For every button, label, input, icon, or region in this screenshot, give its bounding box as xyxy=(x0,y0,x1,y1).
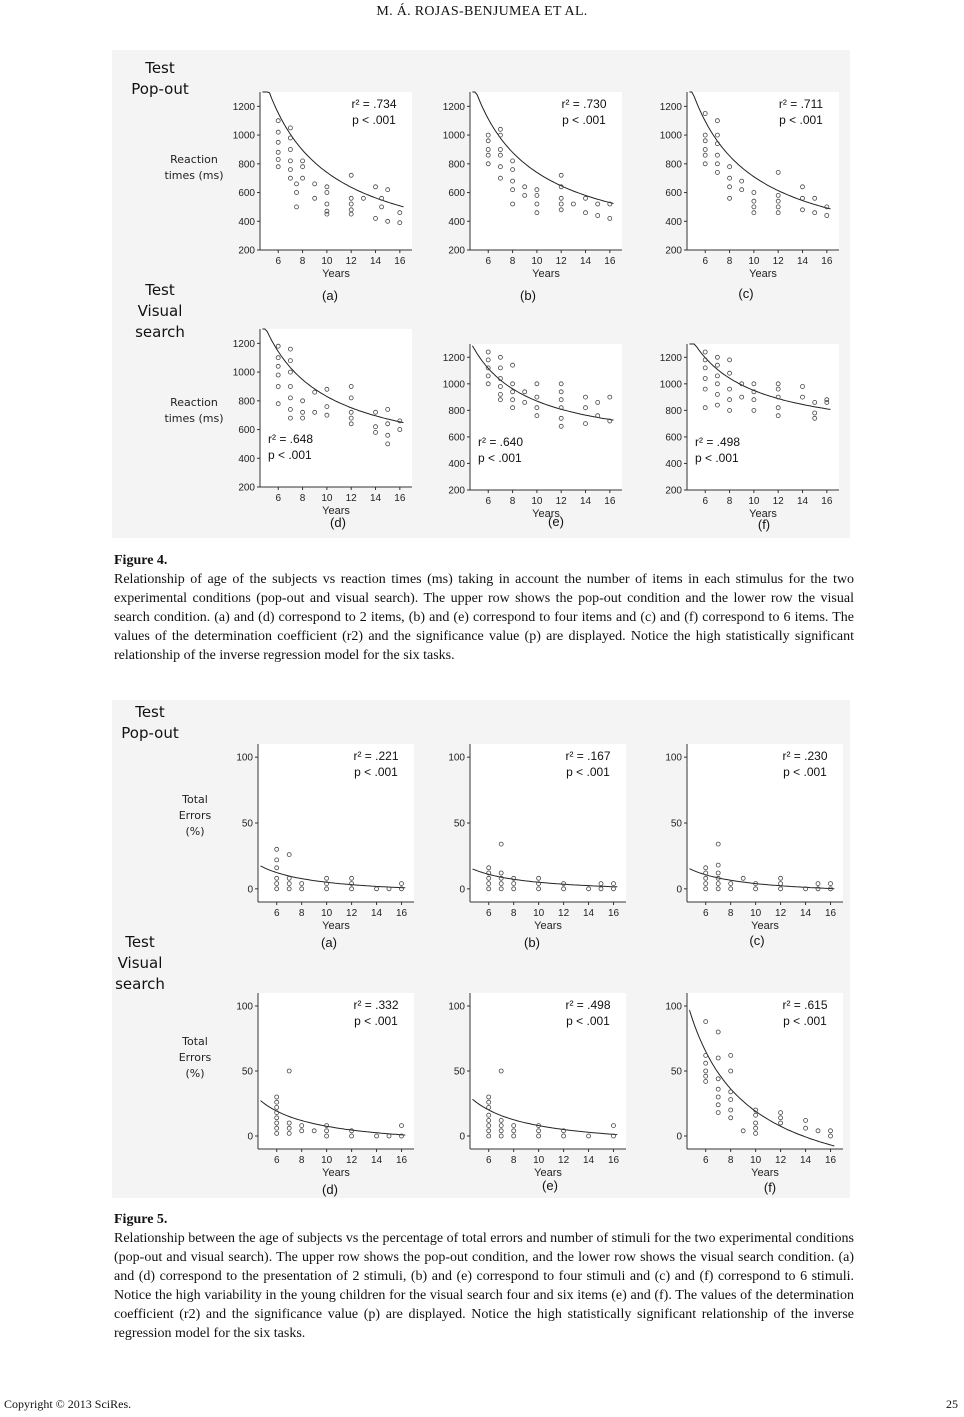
ylabel-line: times (ms) xyxy=(164,412,224,425)
y-tick-label: 600 xyxy=(665,188,682,200)
figure5b-chart xyxy=(438,740,632,932)
x-tick-label: 8 xyxy=(298,1155,305,1166)
x-tick-label: 8 xyxy=(299,256,306,267)
x-tick-label: 14 xyxy=(582,1155,595,1166)
figure4-caption-title: Figure 4. xyxy=(114,553,168,568)
row-title-line: Test xyxy=(125,933,155,951)
y-tick-label: 100 xyxy=(448,752,465,764)
y-tick-label: 1200 xyxy=(442,352,465,364)
x-tick-label: 10 xyxy=(533,908,545,919)
r2-annotation: r² = .167 xyxy=(565,749,611,763)
x-tick-label: 6 xyxy=(485,496,492,507)
figure4-label-a: (a) xyxy=(322,288,338,303)
x-tick-label: 16 xyxy=(604,256,616,267)
x-tick-label: 16 xyxy=(607,1155,620,1166)
x-tick-label: 14 xyxy=(796,256,809,267)
x-tick-label: 16 xyxy=(821,256,833,267)
y-tick-label: 600 xyxy=(238,188,255,200)
ylabel-line: Reaction xyxy=(170,396,218,409)
x-tick-label: 16 xyxy=(824,1155,837,1166)
figure4f-chart xyxy=(655,340,845,520)
ylabel-line: Reaction xyxy=(170,153,218,166)
y-tick-label: 100 xyxy=(665,1001,682,1013)
r2-annotation: r² = .498 xyxy=(695,435,741,449)
y-tick-label: 1200 xyxy=(232,101,255,113)
row-title-line: Pop-out xyxy=(131,80,189,98)
y-tick-label: 50 xyxy=(453,1066,465,1078)
y-tick-label: 1000 xyxy=(659,379,682,391)
y-tick-label: 100 xyxy=(236,752,253,764)
x-tick-label: 14 xyxy=(799,1155,812,1166)
figure5c-chart xyxy=(655,740,849,932)
x-tick-label: 6 xyxy=(485,1155,492,1166)
x-tick-label: 8 xyxy=(510,908,517,919)
x-tick-label: 12 xyxy=(558,908,570,919)
y-tick-label: 800 xyxy=(448,405,465,417)
figure4e-chart xyxy=(438,340,628,520)
y-tick-label: 600 xyxy=(238,425,255,437)
y-tick-label: 50 xyxy=(241,1066,253,1078)
y-tick-label: 800 xyxy=(238,159,255,171)
figure4-label-c: (c) xyxy=(738,286,754,301)
y-tick-label: 400 xyxy=(665,458,682,470)
x-tick-label: 12 xyxy=(772,256,784,267)
p-annotation: p < .001 xyxy=(478,451,522,465)
p-annotation: p < .001 xyxy=(352,113,396,127)
x-tick-label: 12 xyxy=(772,496,784,507)
x-axis-label: Years xyxy=(322,1167,350,1179)
p-annotation: p < .001 xyxy=(354,1014,398,1028)
row-title-line: Test xyxy=(145,281,175,299)
x-tick-label: 12 xyxy=(555,256,567,267)
x-tick-label: 10 xyxy=(750,1155,762,1166)
x-tick-label: 10 xyxy=(531,496,543,507)
x-tick-label: 6 xyxy=(485,256,492,267)
figure4-label-f: (f) xyxy=(757,517,771,532)
x-tick-label: 12 xyxy=(345,256,357,267)
x-tick-label: 10 xyxy=(748,496,760,507)
y-tick-label: 1200 xyxy=(442,101,465,113)
y-tick-label: 50 xyxy=(241,818,253,830)
x-axis-label: Years xyxy=(532,508,560,520)
x-tick-label: 16 xyxy=(394,493,406,504)
r2-annotation: r² = .730 xyxy=(561,97,607,111)
x-axis-label: Years xyxy=(534,1167,562,1179)
y-tick-label: 100 xyxy=(665,752,682,764)
x-tick-label: 14 xyxy=(370,1155,383,1166)
y-tick-label: 1000 xyxy=(232,367,255,379)
y-tick-label: 800 xyxy=(665,405,682,417)
figure5-label-e: (e) xyxy=(542,1178,558,1193)
x-tick-label: 10 xyxy=(748,256,760,267)
y-tick-label: 400 xyxy=(665,216,682,228)
p-annotation: p < .001 xyxy=(562,113,606,127)
figure5f-chart xyxy=(655,989,849,1179)
figure5a-chart xyxy=(226,740,420,932)
ylabel-line: Total xyxy=(182,1035,208,1048)
x-axis-label: Years xyxy=(751,920,779,932)
x-tick-label: 14 xyxy=(369,256,382,267)
figure4a-chart xyxy=(228,88,418,280)
figure5d-chart xyxy=(226,989,420,1179)
p-annotation: p < .001 xyxy=(566,1014,610,1028)
figure4-ylabel-top xyxy=(150,152,238,184)
row-title-line: Pop-out xyxy=(121,724,179,742)
y-tick-label: 200 xyxy=(238,482,255,494)
figure4-ylabel-bottom xyxy=(150,395,238,427)
x-tick-label: 14 xyxy=(370,908,383,919)
y-tick-label: 50 xyxy=(670,1066,682,1078)
x-tick-label: 6 xyxy=(702,1155,709,1166)
x-tick-label: 6 xyxy=(273,908,280,919)
y-tick-label: 1200 xyxy=(659,352,682,364)
y-tick-label: 200 xyxy=(238,245,255,257)
figure5-label-c: (c) xyxy=(749,933,765,948)
y-tick-label: 1000 xyxy=(232,130,255,142)
figure4-row-title-visual-search xyxy=(118,280,202,343)
y-tick-label: 0 xyxy=(676,1131,682,1143)
x-tick-label: 6 xyxy=(702,496,709,507)
r2-annotation: r² = .230 xyxy=(782,749,828,763)
ylabel-line: (%) xyxy=(185,1067,205,1080)
copyright-footer: Copyright © 2013 SciRes. xyxy=(4,1397,132,1411)
ylabel-line: Total xyxy=(182,793,208,806)
y-tick-label: 600 xyxy=(665,432,682,444)
x-tick-label: 12 xyxy=(555,496,567,507)
y-tick-label: 600 xyxy=(448,188,465,200)
x-tick-label: 14 xyxy=(796,496,809,507)
x-axis-label: Years xyxy=(532,268,560,280)
x-tick-label: 8 xyxy=(510,1155,517,1166)
figure5-row-title-visual-search xyxy=(98,932,182,995)
x-tick-label: 6 xyxy=(275,493,282,504)
figure4-row-title-popout xyxy=(118,58,202,100)
p-annotation: p < .001 xyxy=(783,765,827,779)
y-tick-label: 400 xyxy=(238,453,255,465)
y-tick-label: 200 xyxy=(448,245,465,257)
y-tick-label: 0 xyxy=(459,1131,465,1143)
x-axis-label: Years xyxy=(322,920,350,932)
x-axis-label: Years xyxy=(751,1167,779,1179)
p-annotation: p < .001 xyxy=(695,451,739,465)
row-title-line: Visual xyxy=(117,954,163,972)
y-tick-label: 400 xyxy=(448,216,465,228)
x-tick-label: 10 xyxy=(321,1155,333,1166)
x-axis-label: Years xyxy=(322,268,350,280)
figure5-label-a: (a) xyxy=(321,935,337,950)
figure4c-chart xyxy=(655,88,845,280)
figure4d-chart xyxy=(228,325,418,517)
y-tick-label: 1000 xyxy=(442,379,465,391)
figure5-label-b: (b) xyxy=(524,935,540,950)
y-tick-label: 400 xyxy=(238,216,255,228)
r2-annotation: r² = .648 xyxy=(268,432,314,446)
x-tick-label: 16 xyxy=(395,908,408,919)
figure5-label-d: (d) xyxy=(322,1182,338,1197)
y-tick-label: 1000 xyxy=(442,130,465,142)
y-tick-label: 200 xyxy=(665,245,682,257)
y-tick-label: 1200 xyxy=(232,338,255,350)
y-tick-label: 100 xyxy=(236,1001,253,1013)
x-tick-label: 10 xyxy=(750,908,762,919)
x-tick-label: 10 xyxy=(531,256,543,267)
x-tick-label: 12 xyxy=(346,1155,358,1166)
x-tick-label: 12 xyxy=(775,1155,787,1166)
x-tick-label: 10 xyxy=(533,1155,545,1166)
r2-annotation: r² = .734 xyxy=(351,97,397,111)
y-tick-label: 0 xyxy=(247,1131,253,1143)
figure4-label-e: (e) xyxy=(548,514,564,529)
x-tick-label: 14 xyxy=(579,256,592,267)
page-number: 25 xyxy=(946,1397,958,1411)
y-tick-label: 0 xyxy=(676,884,682,896)
x-tick-label: 6 xyxy=(485,908,492,919)
row-title-line: Test xyxy=(145,59,175,77)
y-tick-label: 200 xyxy=(665,485,682,497)
x-tick-label: 8 xyxy=(509,256,516,267)
y-tick-label: 800 xyxy=(665,159,682,171)
x-tick-label: 14 xyxy=(579,496,592,507)
row-title-line: search xyxy=(115,975,165,993)
x-tick-label: 12 xyxy=(346,908,358,919)
x-tick-label: 6 xyxy=(702,256,709,267)
x-axis-label: Years xyxy=(534,920,562,932)
row-title-line: search xyxy=(135,323,185,341)
x-tick-label: 8 xyxy=(726,496,733,507)
figure5e-chart xyxy=(438,989,632,1179)
r2-annotation: r² = .221 xyxy=(353,749,399,763)
x-tick-label: 8 xyxy=(727,1155,734,1166)
y-tick-label: 800 xyxy=(238,396,255,408)
x-tick-label: 12 xyxy=(775,908,787,919)
ylabel-line: Errors xyxy=(178,1051,212,1064)
r2-annotation: r² = .640 xyxy=(478,435,524,449)
x-tick-label: 10 xyxy=(321,256,333,267)
x-tick-label: 16 xyxy=(821,496,833,507)
row-title-line: Test xyxy=(135,703,165,721)
y-tick-label: 200 xyxy=(448,485,465,497)
y-tick-label: 100 xyxy=(448,1001,465,1013)
y-tick-label: 0 xyxy=(459,884,465,896)
x-tick-label: 6 xyxy=(702,908,709,919)
y-tick-label: 50 xyxy=(670,818,682,830)
x-tick-label: 8 xyxy=(727,908,734,919)
x-axis-label: Years xyxy=(749,268,777,280)
x-tick-label: 6 xyxy=(275,256,282,267)
row-title-line: Visual xyxy=(137,302,183,320)
x-tick-label: 12 xyxy=(345,493,357,504)
ylabel-line: times (ms) xyxy=(164,169,224,182)
figure5-row-title-popout xyxy=(108,702,192,744)
figure5-ylabel-top xyxy=(160,792,230,840)
figure4-label-d: (d) xyxy=(330,515,346,530)
x-tick-label: 10 xyxy=(321,908,333,919)
x-tick-label: 14 xyxy=(799,908,812,919)
x-tick-label: 16 xyxy=(607,908,620,919)
x-tick-label: 10 xyxy=(321,493,333,504)
y-tick-label: 0 xyxy=(247,884,253,896)
figure5-caption: Relationship between the age of subjects vs the percentage of total errors and number of stimuli for the two experimental conditions (pop-out and visual search). The upper row shows the pop-out condition, and the lower row shows the visual search condition. (a) and (d) correspond to the presentation of 2 stimuli, (b) and (e) correspond to four stimuli and (c) and (f) correspond to 6 stimuli. Notice the high variability in the young children for the visual search four and six items (e) and (f). The values of the determination coefficient (r2) and the significance value (p) are displayed. Notice the high statistically significant relationship of the inverse regression model for the six tasks. xyxy=(114,1231,854,1341)
x-tick-label: 8 xyxy=(726,256,733,267)
y-tick-label: 600 xyxy=(448,432,465,444)
ylabel-line: Errors xyxy=(178,809,212,822)
y-tick-label: 400 xyxy=(448,458,465,470)
x-tick-label: 16 xyxy=(395,1155,408,1166)
p-annotation: p < .001 xyxy=(566,765,610,779)
y-tick-label: 1200 xyxy=(659,101,682,113)
p-annotation: p < .001 xyxy=(268,448,312,462)
figure4-caption: Relationship of age of the subjects vs reaction times (ms) taking in account the number of items in each stimulus for the two experimental conditions (pop-out and visual search). The upper row shows the pop-out condition and the lower row the visual search condition. (a) and (d) correspond to 2 items, (b) and (e) correspond to four items and (c) and (f) correspond to 6 items. The values of the determination coefficient (r2) and the significance value (p) are displayed. Notice the high statistically significant relationship of the inverse regression model for the six tasks. xyxy=(114,572,854,663)
figure4b-chart xyxy=(438,88,628,280)
r2-annotation: r² = .615 xyxy=(782,998,828,1012)
y-tick-label: 800 xyxy=(448,159,465,171)
r2-annotation: r² = .711 xyxy=(778,97,824,111)
x-tick-label: 16 xyxy=(394,256,406,267)
x-tick-label: 8 xyxy=(509,496,516,507)
running-header: M. Á. ROJAS-BENJUMEA ET AL. xyxy=(376,4,588,19)
figure5-label-f: (f) xyxy=(763,1180,777,1195)
x-tick-label: 16 xyxy=(824,908,837,919)
x-tick-label: 8 xyxy=(299,493,306,504)
figure5-ylabel-bottom xyxy=(160,1034,230,1082)
r2-annotation: r² = .332 xyxy=(353,998,399,1012)
x-tick-label: 8 xyxy=(298,908,305,919)
p-annotation: p < .001 xyxy=(779,113,823,127)
r2-annotation: r² = .498 xyxy=(565,998,611,1012)
x-tick-label: 6 xyxy=(273,1155,280,1166)
ylabel-line: (%) xyxy=(185,825,205,838)
x-tick-label: 14 xyxy=(582,908,595,919)
figure4-label-b: (b) xyxy=(520,288,536,303)
x-axis-label: Years xyxy=(322,505,350,517)
y-tick-label: 1000 xyxy=(659,130,682,142)
x-tick-label: 12 xyxy=(558,1155,570,1166)
p-annotation: p < .001 xyxy=(354,765,398,779)
x-tick-label: 16 xyxy=(604,496,616,507)
y-tick-label: 50 xyxy=(453,818,465,830)
p-annotation: p < .001 xyxy=(783,1014,827,1028)
figure5-caption-title: Figure 5. xyxy=(114,1212,168,1227)
x-tick-label: 14 xyxy=(369,493,382,504)
x-axis-label: Years xyxy=(749,508,777,520)
